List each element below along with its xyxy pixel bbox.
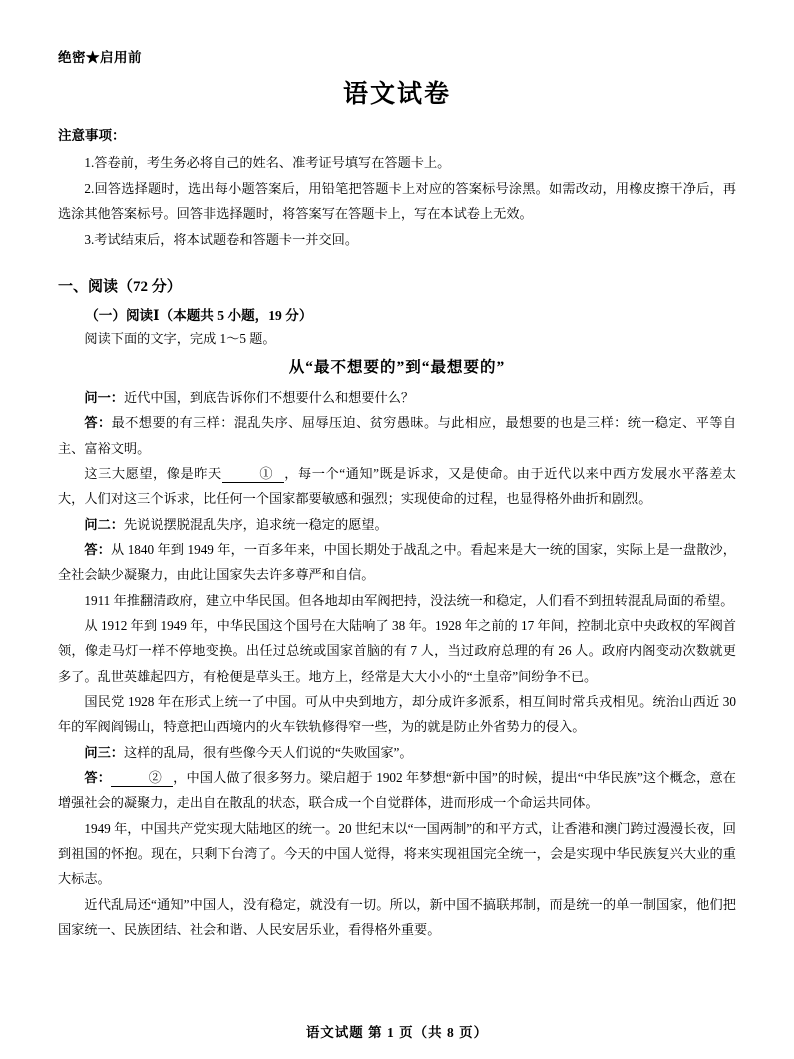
paragraph-1911: 1911 年推翻清政府，建立中华民国。但各地却由军阀把持，没法统一和稳定，人们看不到扭转混乱局面的希望。 xyxy=(84,592,734,608)
question-2-label: 问二： xyxy=(84,516,124,532)
paragraph-1912: 从 1912 年到 1949 年，中华民国这个国号在大陆响了 38 年。1928 年之前的 17 年间，控制北京中央政权的军阀首领，像走马灯一样不停地变换。出任过总统或国家首脑的有 7 人，当过政府总理的有 26 人。政府内阁变动次数就更多了。乱世英雄起四方，有枪便是草头王。地方上，经常是大大小小的“土皇帝”间纷争不已。 xyxy=(58,618,736,684)
paragraph-1949: 1949 年，中国共产党实现大陆地区的统一。20 世纪末以“一国两制”的和平方式，让香港和澳门跨过漫漫长夜，回到祖国的怀抱。现在，只剩下台湾了。今天的中国人觉得，将来实现祖国完全统一，会是实现中华民族复兴大业的重大标志。 xyxy=(58,820,736,887)
paragraph-dreams-after: ，每一个“通知”既是诉求，又是使命。由于近代以来中西方发展水平落差太大，人们对这三个诉求，比任何一个国家都要敏感和强烈；实现使命的过程，也显得格外曲折和剧烈。 xyxy=(58,465,736,507)
fill-blank-2: ② xyxy=(111,770,173,787)
paragraph-dreams xyxy=(58,461,736,512)
notice-heading: 注意事项： xyxy=(58,128,126,143)
question-3-label: 问三： xyxy=(84,744,124,760)
question-1-label: 问一： xyxy=(84,389,124,405)
question-2 xyxy=(58,512,736,537)
notice-item-1: 1.答卷前，考生务必将自己的姓名、准考证号填写在答题卡上。 xyxy=(84,155,451,170)
page-title: 语文试卷 xyxy=(342,81,451,108)
notice-item-2: 2.回答选择题时，选出每小题答案后，用铅笔把答题卡上对应的答案标号涂黑。如需改动，用橡皮擦干净后，再选涂其他答案标号。回答非选择题时，将答案写在答题卡上，写在本试卷上无效。 xyxy=(58,180,736,222)
article-title: 从“最不想要的”到“最想要的” xyxy=(288,358,506,376)
answer-3-label: 答： xyxy=(84,770,112,786)
question-1-text: 近代中国，到底告诉你们不想要什么和想要什么？ xyxy=(123,389,415,405)
answer-1-text: 最不想要的有三样：混乱失序、屈辱压迫、贫穷愚昧。与此相应，最想要的也是三样：统一稳定、平等自主、富裕文明。 xyxy=(58,415,737,456)
notice-item-3: 3.考试结束后，将本试题卷和答题卡一并交回。 xyxy=(84,232,359,248)
reading-instruction: 阅读下面的文字，完成 1～5 题。 xyxy=(84,330,276,346)
question-3-text: 这样的乱局，很有些像今天人们说的“失败国家”。 xyxy=(123,744,413,760)
sub-heading-reading-1: （一）阅读Ⅰ（本题共 5 小题，19 分） xyxy=(85,307,313,323)
page-footer: 语文试题 第 1 页（共 8 页） xyxy=(305,1025,489,1040)
answer-1 xyxy=(58,410,736,461)
paragraph-last: 近代乱局还“通知”中国人，没有稳定，就没有一切。所以，新中国不搞联邦制，而是统一的单一制国家，他们把国家统一、民族团结、社会和谐、人民安居乐业，看得格外重要。 xyxy=(58,896,736,938)
question-1 xyxy=(58,385,736,410)
section-heading-reading: 一、阅读（72 分） xyxy=(58,278,182,295)
secret-label: 绝密★启用前 xyxy=(58,50,142,65)
question-3 xyxy=(58,740,736,765)
paragraph-kmt: 国民党 1928 年在形式上统一了中国。可从中央到地方，却分成许多派系，相互间时常兵戎相见。统治山西近 30 年的军阀阎锡山，特意把山西境内的火车铁轨修得窄一些，为的就是防止外省势力的侵入。 xyxy=(58,694,736,735)
answer-1-label: 答： xyxy=(84,415,112,431)
answer-2-text: 从 1840 年到 1949 年，一百多年来，中国长期处于战乱之中。看起来是大一统的国家，实际上是一盘散沙，全社会缺少凝聚力，由此让国家失去许多尊严和自信。 xyxy=(58,542,736,583)
question-2-text: 先说说摆脱混乱失序，追求统一稳定的愿望。 xyxy=(123,516,388,532)
fill-blank-1: ① xyxy=(222,466,284,483)
answer-2-label: 答： xyxy=(84,542,111,557)
answer-3 xyxy=(58,765,736,816)
answer-2 xyxy=(58,537,736,588)
answer-3-text: ，中国人做了很多努力。梁启超于 1902 年梦想“新中国”的时候，提出“中华民族”这个概念，意在增强社会的凝聚力，走出自在散乱的状态，联合成一个自觉群体，进而形成一个命运共同体。 xyxy=(58,770,736,811)
paragraph-dreams-before: 这三大愿望，像是昨天 xyxy=(84,465,222,481)
